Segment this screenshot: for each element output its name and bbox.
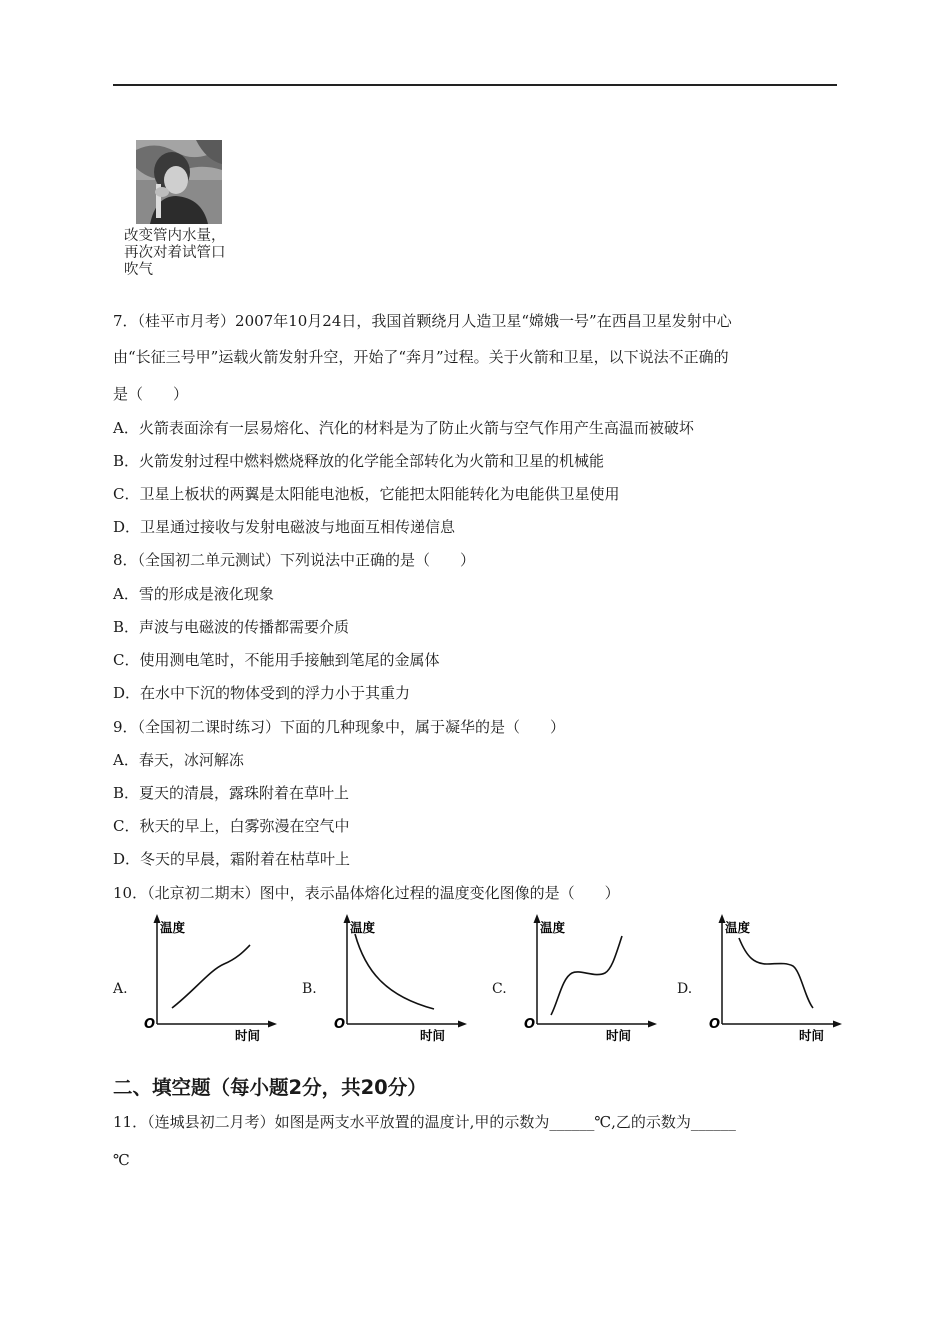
origin-label: O [524, 1017, 536, 1032]
x-axis-title: 时间 [235, 1028, 261, 1042]
q7-stem-line-3: 是（ ） [113, 385, 189, 403]
graph-c [520, 912, 660, 1042]
q9-option-c: C．秋天的早上，白雾弥漫在空气中 [113, 817, 350, 835]
q11-stem-line-2: ℃ [113, 1151, 130, 1169]
q7-option-b: B．火箭发射过程中燃料燃烧释放的化学能全部转化为火箭和卫星的机械能 [113, 452, 605, 470]
q7-stem-line-2: 由“长征三号甲”运载火箭发射升空，开始了“奔月”过程。关于火箭和卫星，以下说法不正确的 [113, 348, 729, 366]
y-axis-title: 温度 [350, 920, 376, 935]
x-axis-arrow-icon [648, 1021, 657, 1028]
girl-blowing-test-tube-image [136, 140, 222, 224]
q7-option-c: C．卫星上板状的两翼是太阳能电池板，它能把太阳能转化为电能供卫星使用 [113, 485, 620, 503]
q8-option-b: B．声波与电磁波的传播都需要介质 [113, 618, 350, 636]
temperature-curve [551, 936, 622, 1015]
x-axis-title: 时间 [606, 1028, 632, 1042]
x-axis-arrow-icon [458, 1021, 467, 1028]
q8-option-c: C．使用测电笔时，不能用手接触到笔尾的金属体 [113, 651, 440, 669]
x-axis-title: 时间 [799, 1028, 825, 1042]
x-axis-arrow-icon [268, 1021, 277, 1028]
q7-option-a: A．火箭表面涂有一层易熔化、汽化的材料是为了防止火箭与空气作用产生高温而被破坏 [113, 419, 694, 437]
y-axis-title: 温度 [725, 920, 751, 935]
origin-label: O [334, 1017, 346, 1032]
q7-option-d: D．卫星通过接收与发射电磁波与地面互相传递信息 [113, 518, 456, 536]
caption-line: 再次对着试管口 [124, 245, 226, 261]
q8-option-d: D．在水中下沉的物体受到的浮力小于其重力 [113, 684, 411, 702]
x-axis-arrow-icon [833, 1021, 842, 1028]
caption-line: 吹气 [124, 262, 153, 278]
origin-label: O [709, 1017, 721, 1032]
section-title: 二、填空题（每小题2分，共20分） [113, 1076, 427, 1099]
graph-d-label: D. [677, 981, 693, 997]
q7-stem-line-1: 7．（桂平市月考）2007年10月24日，我国首颗绕月人造卫星“嫦娥一号”在西昌卫星发射中心 [113, 312, 732, 330]
y-axis-title: 温度 [540, 920, 566, 935]
q10-stem: 10．（北京初二期末）图中，表示晶体熔化过程的温度变化图像的是（ ） [113, 884, 620, 902]
graph-d [705, 912, 845, 1042]
temperature-curve [355, 934, 434, 1009]
caption-line: 改变管内水量， [124, 228, 226, 244]
temperature-curve [172, 945, 250, 1008]
temperature-curve [739, 938, 813, 1008]
graph-b-label: B. [302, 981, 317, 997]
student-photo [136, 140, 222, 224]
origin-label: O [144, 1017, 156, 1032]
graph-a-label: A. [113, 981, 128, 997]
q8-stem: 8．（全国初二单元测试）下列说法中正确的是（ ） [113, 551, 476, 569]
photo-caption [124, 228, 264, 279]
header-rule [113, 84, 837, 86]
q9-stem: 9．（全国初二课时练习）下面的几种现象中，属于凝华的是（ ） [113, 718, 566, 736]
graph-a [140, 912, 280, 1042]
graph-c-label: C. [492, 981, 507, 997]
q11-stem-line-1: 11．（连城县初二月考）如图是两支水平放置的温度计,甲的示数为______℃,乙的示数为______ [113, 1113, 736, 1131]
graph-b [330, 912, 470, 1042]
q9-option-d: D．冬天的早晨，霜附着在枯草叶上 [113, 850, 351, 868]
q9-option-a: A．春天，冰河解冻 [113, 751, 244, 769]
x-axis-title: 时间 [420, 1028, 446, 1042]
y-axis-title: 温度 [160, 920, 186, 935]
q8-option-a: A．雪的形成是液化现象 [113, 585, 274, 603]
q9-option-b: B．夏天的清晨，露珠附着在草叶上 [113, 784, 350, 802]
